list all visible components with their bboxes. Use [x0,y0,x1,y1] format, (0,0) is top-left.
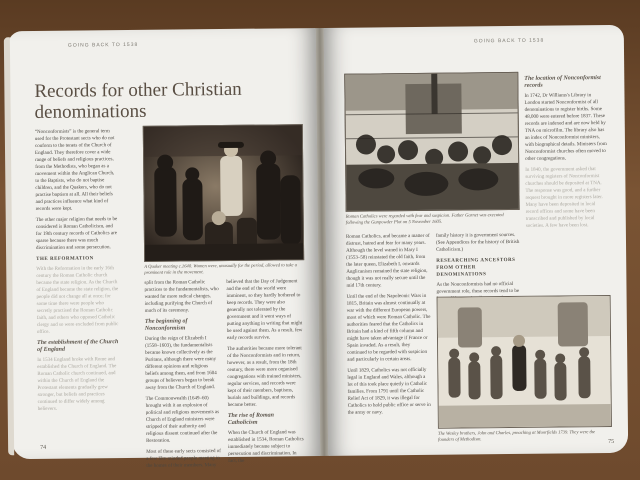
catholicism-paragraph: When the Church of England was established in 1534, Roman Catholics immediately became subject to persecution and discrimination. In fact, the [227,430,304,464]
nonconformism-paragraph: During the reign of Elizabeth I (1558–1603), the fundamentalists became known collectively as the Puritans, although there were many different opinions and religious beliefs among them, and from 1604 groups of believers began to break away from the Church of England. [144,336,217,391]
left-column-3 [226,278,304,464]
split-paragraph: split from the Roman Catholic practices to the fundamentalists, who wanted far more radical changes, including purifying the Church of much of its ceremony. [144,280,219,314]
judgement-paragraph: believed that the Day of Judgement and the end of the world were imminent, so they hardly bothered to keep records. They were also generally not tolerated by the government and it went ways of putting anything in writing that might be used against them. As a result, few early records survive. [226,279,303,341]
reformation-heading: THE REFORMATION [36,256,94,262]
early-sects-paragraph: Most of these early sects consisted of a few like-minded people meeting in the homes of their members. Many [146,449,221,469]
left-column-1 [35,128,120,451]
napoleonic-paragraph: Until the end of the Napoleonic Wars in 1815, Britain was almost continually at war with the different European powers, most of which were Roman Catholic. The authorities feared that the Catholics in Britain had a kind of fifth column and might have taken advantage if France or Spain invaded. As a result, they continued to be regarded with suspicion and particularly in certain areas. [346,293,431,363]
right-column-1 [346,233,432,448]
nonconformism-subheading: The beginning of Nonconformism [144,318,188,332]
chapter-title: Records for other Christian denominations [34,78,242,123]
gunpowder-plot-plate [344,72,519,212]
sidebar-title: The location of Nonconformist records [524,75,601,89]
catholic-relief-paragraph: Until 1829, Catholics was not officially legal in England and Wales, although a lot of this took place quietly in Catholic families. From 1791 until the Catholic Relief Act of 1829, it was illegal for Catholics to hold public office or serve in the army or navy. [347,367,431,416]
quaker-meeting-illustration [144,125,303,261]
running-head-right: GOING BACK TO 1538 [473,37,545,45]
left-page [8,28,320,469]
page-number-left: 74 [40,444,47,451]
open-book [8,25,634,469]
page-number-right: 75 [608,438,615,446]
left-column-2 [144,279,222,469]
gunpowder-plate-caption: Roman Catholics were regarded with fear and suspicion. Father Garnet was executed following the Gunpowder Plot on 5 November 1605. [345,212,504,225]
right-column-2 [435,232,521,295]
wesley-plate [437,295,612,429]
family-history-paragraph: family history it is government sources. (See Appendices for the history of British Catholicism.) [435,232,520,253]
sidebar-panel [524,71,608,302]
wesley-preaching-illustration [438,296,611,428]
church-england-paragraph: In 1534 England broke with Rome and established the Church of England. The Roman Catholic church continued, and within the Church of England the Protestant elements gradually grew stronger, but beliefs and practices continued to differ widely among believers. [37,357,117,412]
execution-engraving [345,73,518,211]
wesley-plate-caption: The Wesley brothers, John and Charles, preaching at Moorfields 1739. They were the founders of Methodism. [437,429,596,442]
running-head-left: GOING BACK TO 1538 [67,41,139,49]
distrust-paragraph: Roman Catholics, and became a matter of distrust, hatred and fear for many years. Although the level waned in Mary I (1553–58) reinstated the old faith, from the later queen, Elizabeth I, onwards Anglicanism remained the state religion, though it was not really secure until the mid 17th century. [345,233,430,289]
quaker-plate-caption: A Quaker meeting c.1640. Women were, unusually for the period, allowed to take a prominent role in the movement. [144,262,298,275]
tolerance-paragraph: The authorities became more tolerant of the Nonconformists and in return, however, as a result, from the 18th century, there were more organised congregations with trained ministers, regular services, and records were kept of their members, baptisms, burials and buildings, and records became better. [227,346,302,408]
researching-paragraph: As the Nonconformists had no official government role, these records tend to be [436,281,520,295]
church-england-subheading: The establishment of the Church of England [36,339,119,353]
commonwealth-paragraph: The Commonwealth (1649–60) brought with it an explosion of political and religious movements as Church of England ministers were stripped of their authority and religious dissent continued after the Restoration. [145,396,220,444]
sidebar-paragraph: In 1742, Dr Williams's Library in London started Nonconformist of all denominations to register births. Some 48,000 were entered before 1837. These records are indexed and are now held by TNA on microfilm. The library also has an index of Nonconformist ministers, with biographical details. Ministers from Nonconformist churches often moved to other congregations. [524,93,607,162]
catholicism-subheading: The rise of Roman Catholicism [227,412,275,426]
quaker-meeting-plate [143,124,304,262]
catholic-paragraph: The other major religion that needs to be considered is Roman Catholicism, and for 19th century records of Catholics are sparse because there was much discrimination and some persecution. [35,217,118,251]
sidebar-paragraph-2: In 1840, the government asked that surviving registers of Nonconformist churches should be deposited at TNA. The response was good, and a further request brought in more registers later. Many have been deposited in local record offices and some have been transcribed and published by local societies. A few have been lost. [525,167,603,229]
intro-paragraph [35,128,118,213]
intro-text: “Nonconformists” is the general term used for the Protestant sects who do not conform to the tenets of the Church of England. They therefore cover a wide range of beliefs and religious practices, from the Methodists, who began as a movement within the Anglican Church, to the Baptists, who do not baptise children, and the Quakers, who do not practise baptism at all. All their beliefs and practices influence what kind of records were kept. [34,129,115,212]
reformation-paragraph: With the Reformation in the early 16th century the Roman Catholic church became the state religion. As the Church of England became the state religion, the people did not change all at once; for some time there were people who secretly practised the Roman Catholic faith, and others who opposed Catholic clergy and so were excluded from public office. [36,266,119,335]
right-page [324,25,628,456]
researching-heading: RESEARCHING ANCESTORS FROM OTHER DENOMINATIONS [436,257,516,278]
